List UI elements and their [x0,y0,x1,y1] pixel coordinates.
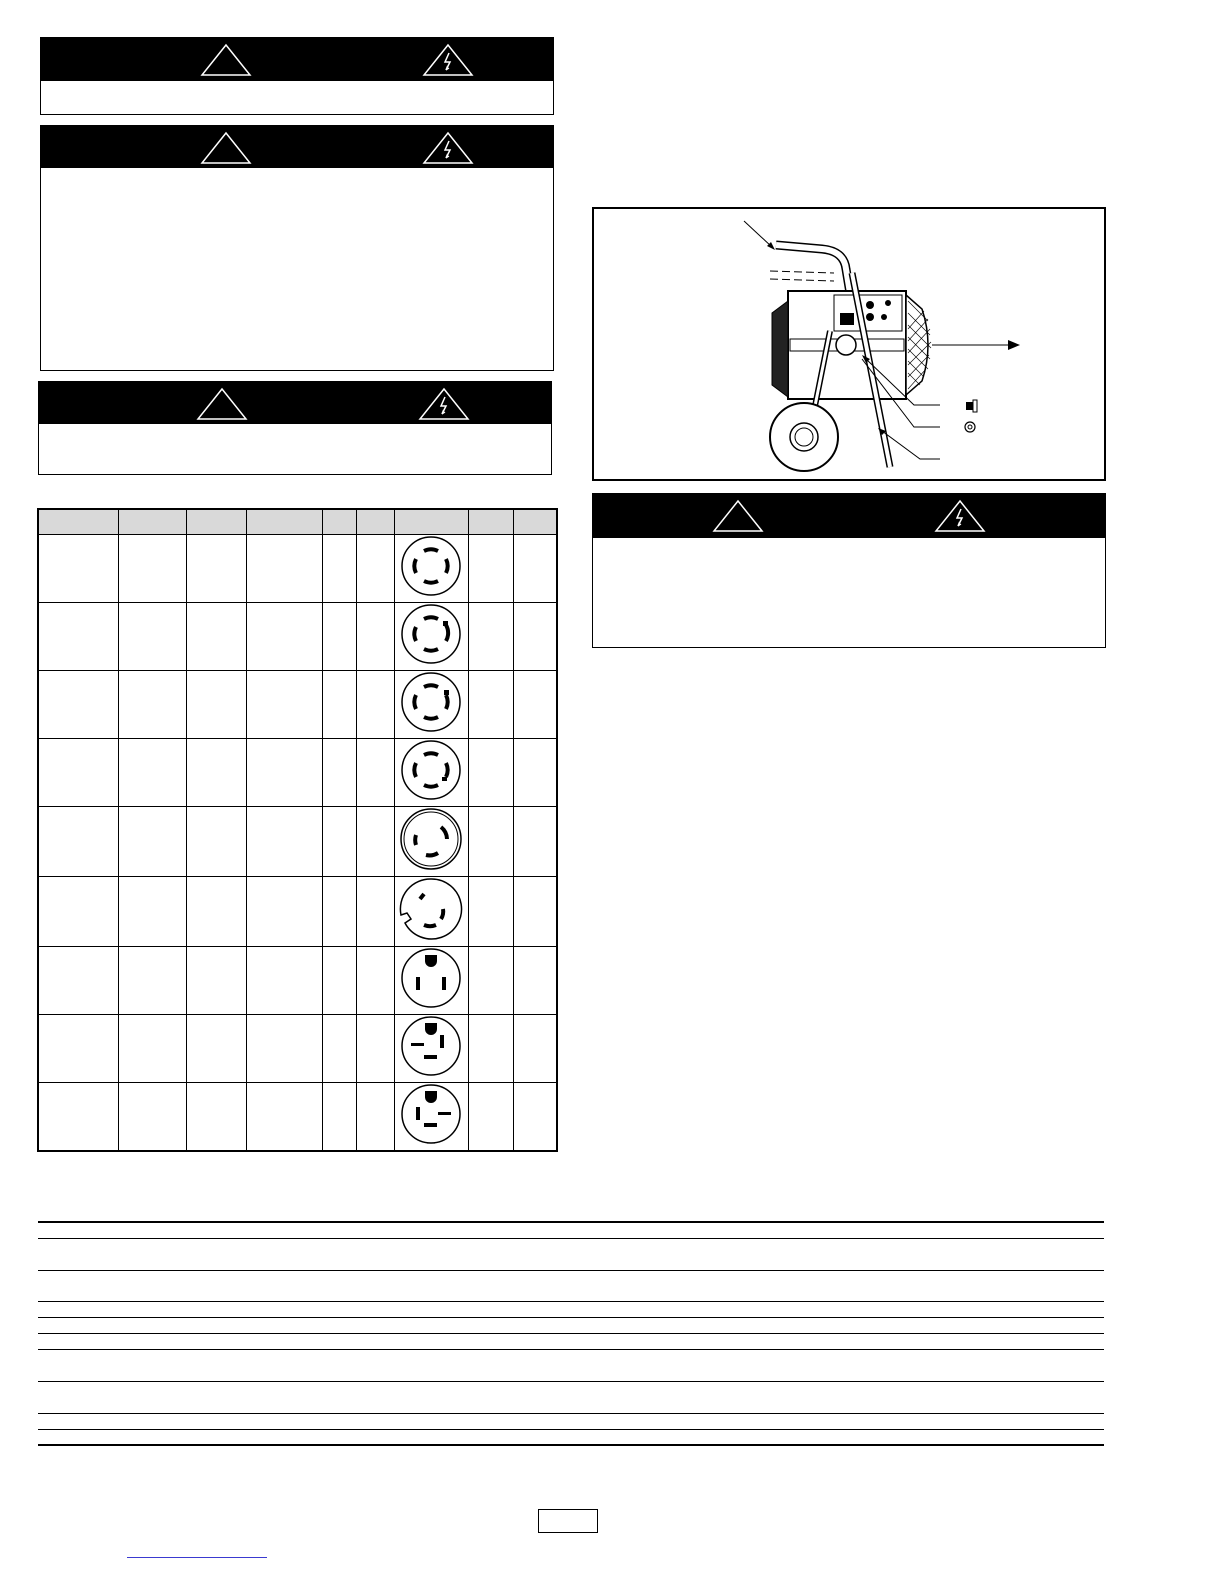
generator-wheel-kit-illustration [594,209,1104,479]
rule-line [38,1333,1104,1334]
electric-shock-icon [933,498,987,534]
electric-shock-icon [417,386,471,422]
header-cell [322,509,356,535]
header-cell [356,509,394,535]
header-cell [468,509,513,535]
header-cell [394,509,468,535]
caution-triangle-icon [199,42,253,78]
caution-triangle-icon [195,386,249,422]
twist-lock-3-prong-outlet-icon [399,877,463,941]
table-row [38,877,557,947]
warning-divider [41,168,553,170]
electric-shock-icon [421,130,475,166]
twist-lock-4-prong-outlet-icon [400,671,462,733]
rule-line [38,1221,1104,1223]
header-cell [118,509,186,535]
rule-line [38,1381,1104,1382]
table-row [38,739,557,807]
rule-line [38,1444,1104,1446]
electric-shock-icon [421,42,475,78]
rule-line [38,1238,1104,1239]
straight-blade-4-prong-outlet-icon [400,1015,462,1077]
warning-header [593,494,1105,538]
rule-line [38,1301,1104,1302]
rule-line [38,1270,1104,1271]
warning-header [41,38,553,81]
caution-triangle-icon [199,130,253,166]
warning-box-1 [40,37,554,115]
header-cell [186,509,246,535]
rule-line [38,1349,1104,1350]
twist-lock-4-prong-outlet-icon [400,603,462,665]
washer-icon [965,422,975,432]
table-row [38,603,557,671]
table-row [38,535,557,603]
ruled-table [38,1221,1104,1447]
rule-line [38,1413,1104,1414]
warning-box-3 [38,381,552,475]
generator-figure [592,207,1106,481]
header-cell [38,509,118,535]
header-cell [513,509,557,535]
twist-lock-4-prong-outlet-icon [400,739,462,801]
bolt-icon [966,400,977,412]
rule-line [38,1429,1104,1430]
warning-box-4 [592,493,1106,648]
warning-box-2 [40,125,554,371]
header-cell [246,509,322,535]
caution-triangle-icon [711,498,765,534]
twist-lock-4-prong-outlet-icon [400,535,462,597]
table-row [38,1015,557,1083]
table-row [38,947,557,1015]
page-number-box [538,1509,598,1533]
outlet-table [37,508,556,1137]
table-header-row [38,509,557,535]
table-row [38,1083,557,1152]
table-row [38,671,557,739]
table-row [38,807,557,877]
warning-header [39,382,551,424]
warning-header [41,126,553,168]
hyperlink-underline[interactable] [127,1557,267,1558]
rule-line [38,1317,1104,1318]
straight-blade-4-prong-outlet-icon [400,1083,462,1145]
twist-lock-3-prong-outlet-icon [399,807,463,871]
straight-blade-3-prong-outlet-icon [400,947,462,1009]
